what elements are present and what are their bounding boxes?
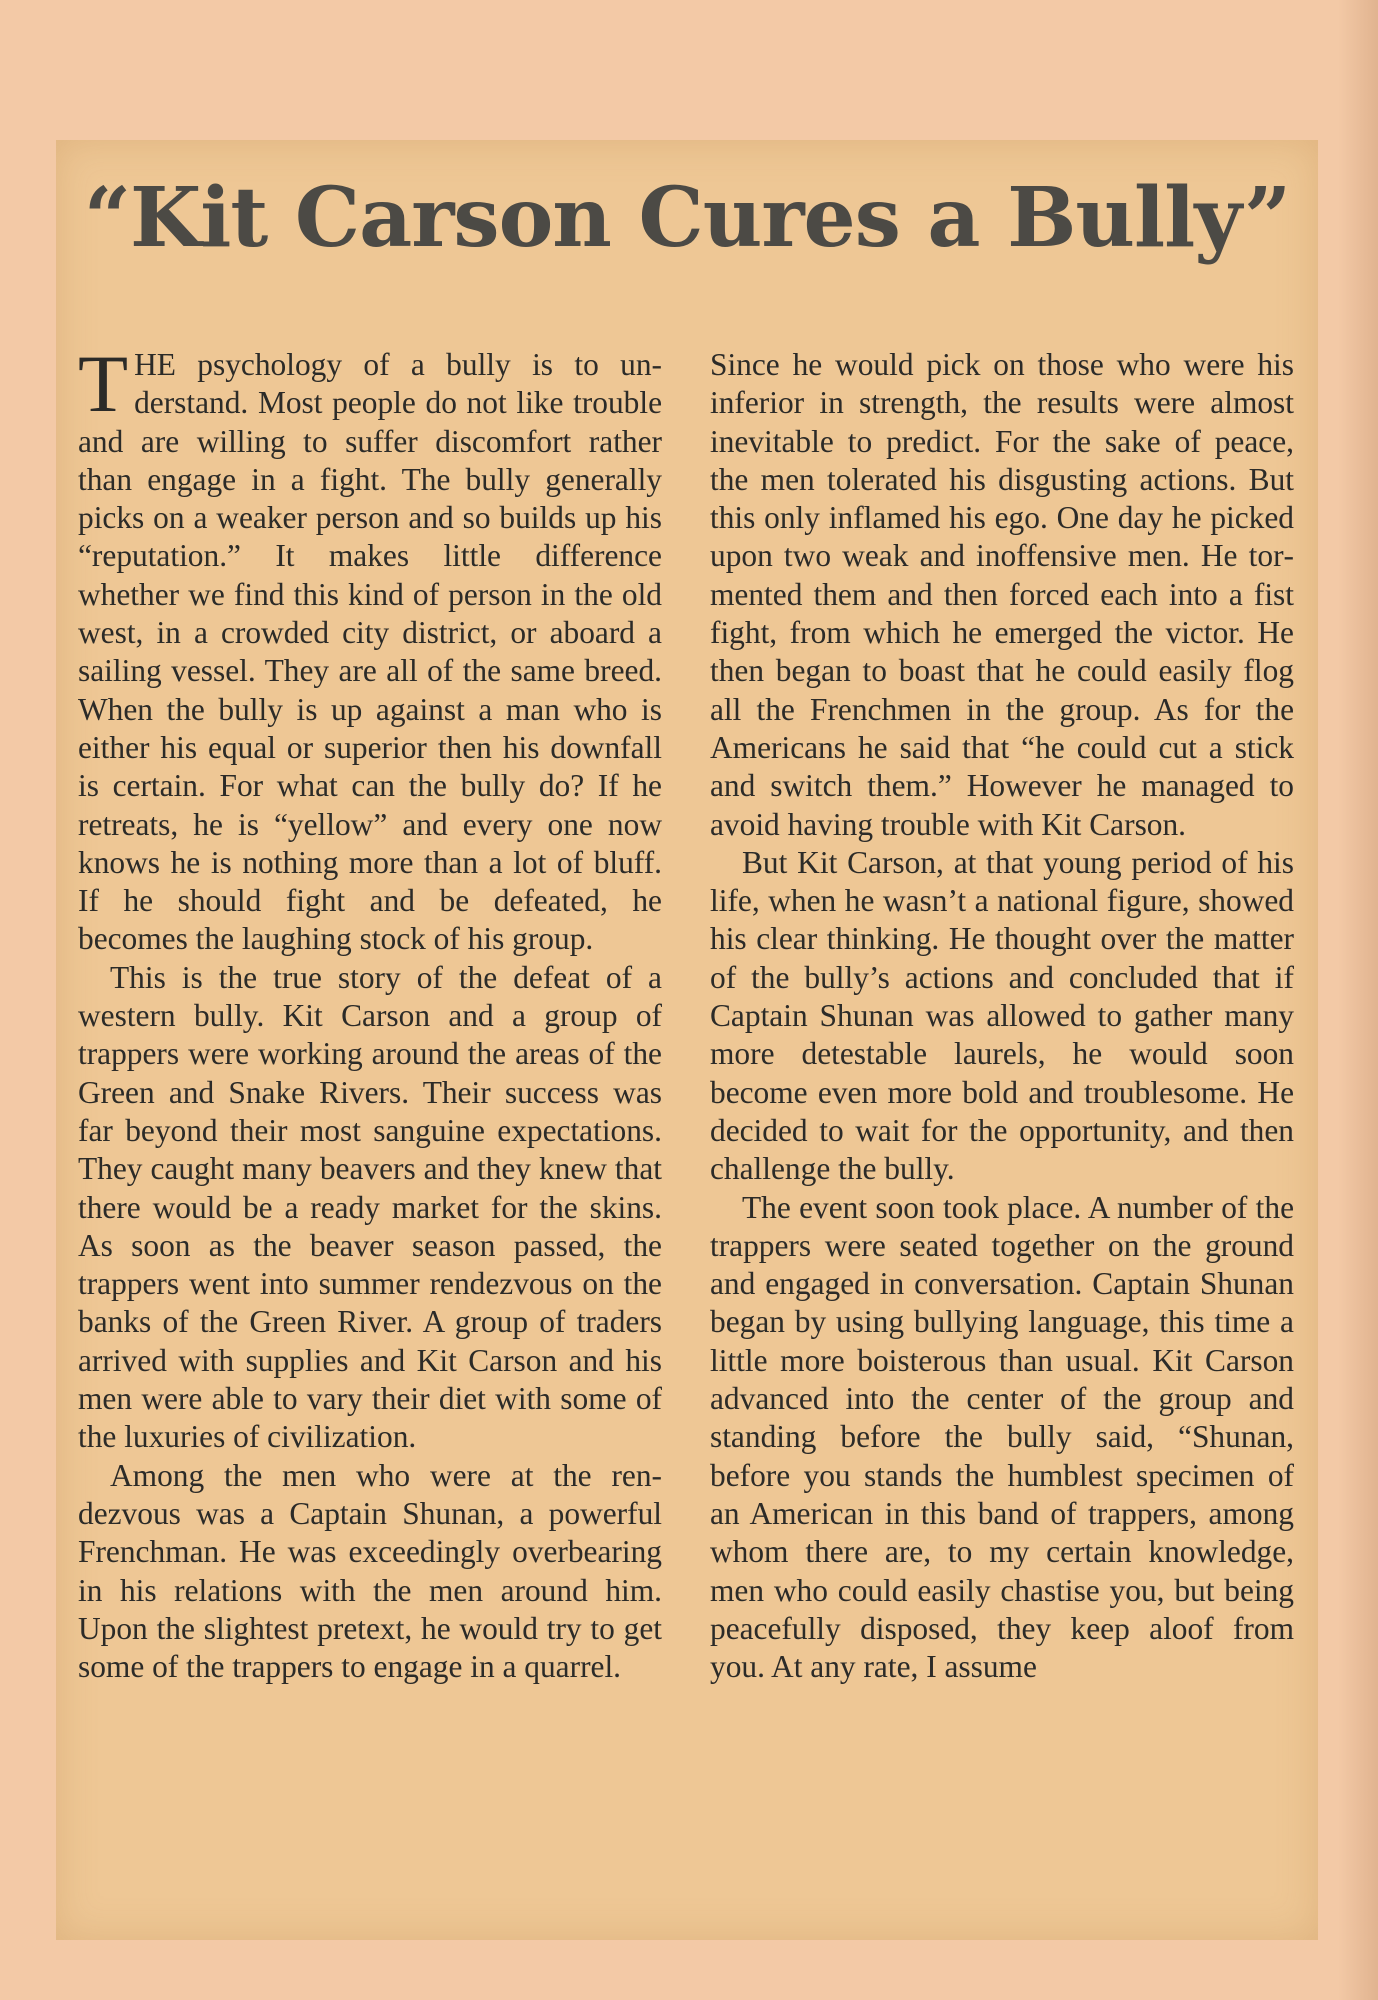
paragraph: [78, 338, 662, 959]
paragraph-text: HE psychology of a bully is to understand. Most people do not like trouble and are willing to suffer discomfort rather than engage in a fight. The bully generally picks on a weaker person and so builds up his “reputation.” It makes little difference whether we find this kind of person in the old west, in a crowded city district, or aboard a sailing vessel. They are all of the same breed. When the bully is up against a man who is either his equal or superior then his downfall is certain. For what can the bully do? If he retreats, he is “yellow” and every one now knows he is nothing more than a lot of bluff. If he should fight and be defeated, he becomes the laughing stock of his group.: [78, 347, 662, 957]
right-column: [710, 346, 1294, 1686]
left-column: [78, 338, 662, 1686]
paragraph: But Kit Carson, at that young period of his life, when he wasn’t a national figure, showed his clear thinking. He thought over the matter of the bully’s actions and concluded that if Captain Shunan was allowed to gather many more detestable laurels, he would soon become even more bold and troublesome. He decided to wait for the opportunity, and then challenge the bully.: [710, 844, 1294, 1187]
paragraph: This is the true story of the defeat of a western bully. Kit Carson and a group of trappers were working around the areas of the Green and Snake Rivers. Their success was far beyond their most sanguine expectations. They caught many beavers and they knew that there would be a ready market for the skins. As soon as the beaver season passed, the trappers went into summer rendezvous on the banks of the Green River. A group of traders arrived with supplies and Kit Carson and his men were able to vary their diet with some of the luxuries of civilization.: [78, 959, 662, 1455]
paragraph: Since he would pick on those who were his inferior in strength, the results were almost inevitable to predict. For the sake of peace, the men tolerated his disgusting actions. But this only inflamed his ego. One day he picked upon two weak and inoffensive men. He tormented them and then forced each into a fist fight, from which he emerged the victor. He then began to boast that he could easily flog all the Frenchmen in the group. As for the Americans he said that “he could cut a stick and switch them.” However he managed to avoid having trouble with Kit Carson.: [710, 347, 1294, 842]
paragraph: The event soon took place. A number of the trappers were seated together on the ground and engaged in conversation. Captain Shunan began by using bullying language, this time a little more boisterous than usual. Kit Carson advanced into the center of the group and standing before the bully said, “Shunan, before you stands the humblest specimen of an American in this band of trappers, among whom there are, to my certain knowledge, men who could easily chastise you, but being peacefully disposed, they keep aloof from you. At any rate, I assume: [710, 1189, 1294, 1685]
paper-edge: [1338, 0, 1378, 2000]
article-title: “Kit Carson Cures a Bully”: [83, 170, 1291, 266]
drop-cap: T: [78, 338, 129, 429]
paragraph: Among the men who were at the rendezvous was a Captain Shunan, a powerful Frenchman. He was exceedingly overbearing in his relations with the men around him. Upon the slightest pretext, he would try to get some of the trappers to engage in a quarrel.: [78, 1457, 662, 1685]
